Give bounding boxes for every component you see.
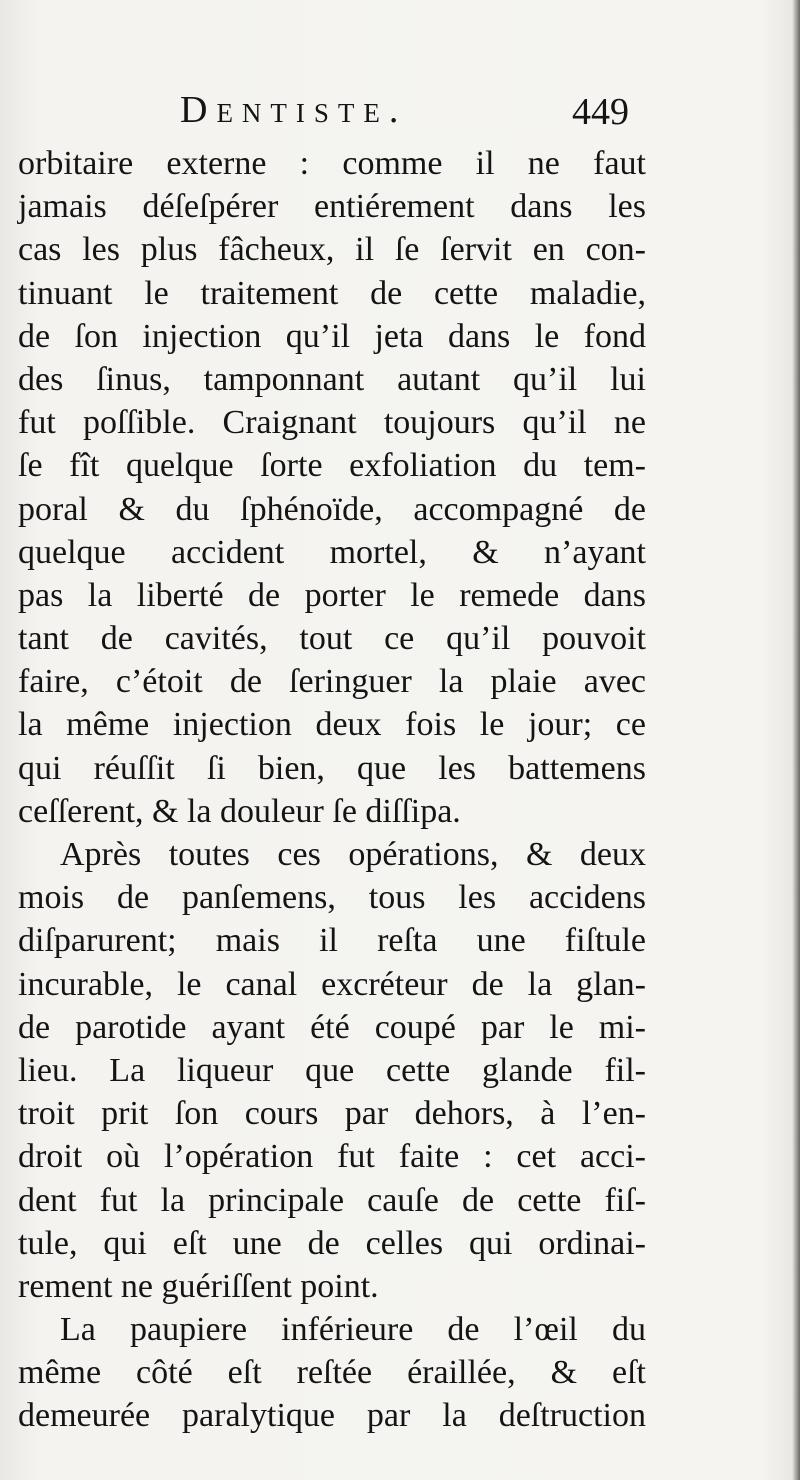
text-line: la même injection deux fois le jour; ce	[18, 706, 646, 744]
text-line: lieu. La liqueur que cette glande fil-	[18, 1051, 646, 1089]
text-line: cas les plus fâcheux, il ſe ſervit en con-	[18, 231, 646, 269]
text-line: même côté eſt reſtée éraillée, & eſt	[18, 1354, 646, 1392]
text-line: pas la liberté de porter le remede dans	[18, 576, 646, 614]
text-line: troit prit ſon cours par dehors, à l’en-	[18, 1095, 646, 1133]
text-line: ſe fît quelque ſorte exfoliation du tem-	[18, 447, 646, 485]
running-title: Dentiste.	[180, 89, 408, 131]
text-line: La paupiere inférieure de l’œil du	[60, 1311, 646, 1349]
body-text	[18, 142, 646, 1438]
page-number: 449	[572, 91, 629, 133]
text-line: ceſſerent, & la douleur ſe diſſipa.	[18, 792, 461, 830]
text-line: jamais déſeſpérer entiérement dans les	[18, 188, 646, 226]
text-line: mois de panſemens, tous les accidens	[18, 879, 646, 917]
text-line: faire, c’étoit de ſeringuer la plaie avec	[18, 663, 646, 701]
text-line: des ſinus, tamponnant autant qu’il lui	[18, 360, 646, 398]
text-line: poral & du ſphénoïde, accompagné de	[18, 490, 646, 528]
text-line: droit où l’opération fut faite : cet acci-	[18, 1138, 646, 1176]
text-line: de ſon injection qu’il jeta dans le fond	[18, 317, 646, 355]
text-line: qui réuſſit ſi bien, que les battemens	[18, 749, 646, 787]
text-line: rement ne guériſſent point.	[18, 1267, 379, 1305]
text-line: demeurée paralytique par la deſtruction	[18, 1397, 646, 1435]
text-line: diſparurent; mais il reſta une fiſtule	[18, 922, 646, 960]
page-edge-shadow	[792, 0, 800, 1480]
text-line: de parotide ayant été coupé par le mi-	[18, 1008, 646, 1046]
text-line: quelque accident mortel, & n’ayant	[18, 533, 646, 571]
text-line: tinuant le traitement de cette maladie,	[18, 274, 646, 312]
text-line: Après toutes ces opérations, & deux	[60, 836, 646, 873]
text-line: incurable, le canal excréteur de la glan-	[18, 965, 646, 1003]
text-line: orbitaire externe : comme il ne faut	[18, 145, 646, 182]
text-line: fut poſſible. Craignant toujours qu’il ne	[18, 404, 646, 442]
text-line: tant de cavités, tout ce qu’il pouvoit	[18, 620, 646, 658]
text-line: tule, qui eſt une de celles qui ordinai-	[18, 1224, 646, 1262]
running-head	[0, 85, 800, 135]
text-line: dent fut la principale cauſe de cette fiſ-	[18, 1181, 646, 1219]
